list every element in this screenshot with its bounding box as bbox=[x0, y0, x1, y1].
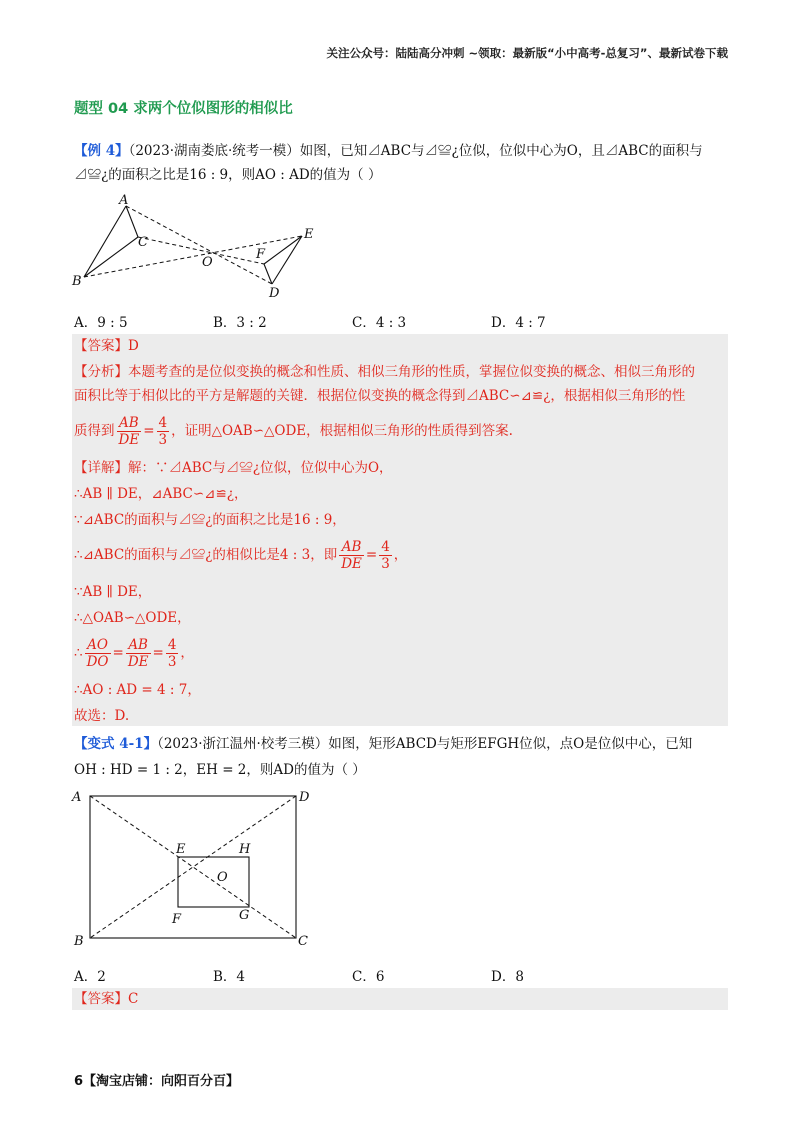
fraction-ab-de-2: $\frac{AB}{DE}$ bbox=[341, 539, 362, 572]
detail-line-1 bbox=[74, 458, 393, 478]
analysis-text-3-post: ，证明△OAB∽△ODE，根据相似三角形的性质得到答案. bbox=[171, 423, 513, 439]
fraction-ab-de: $\frac{AB}{DE}$ bbox=[118, 415, 140, 448]
example-question-text-1: 如图，已知⊿ABC与⊿≌¿位似，位似中心为O，且⊿ABC的面积与 bbox=[299, 143, 703, 159]
edge-ac bbox=[126, 206, 138, 237]
example-question-line-1 bbox=[74, 141, 703, 161]
equals-sign: = bbox=[143, 423, 155, 439]
fraction-ab-de-3: $\frac{AB}{DE}$ bbox=[127, 637, 149, 670]
detail-line-9: 故选：D. bbox=[74, 708, 130, 724]
label-f: F bbox=[256, 247, 266, 262]
label-d2: D bbox=[299, 790, 310, 805]
variant-answer-value: C bbox=[128, 991, 139, 1007]
label-o: O bbox=[202, 255, 213, 270]
label-e: E bbox=[304, 227, 314, 242]
analysis-text-3-pre: 质得到 bbox=[74, 423, 115, 439]
option-c[interactable]: C．4 : 3 bbox=[352, 315, 407, 331]
variant-option-c[interactable]: C．6 bbox=[352, 969, 385, 985]
figure-triangles bbox=[66, 192, 328, 302]
example-source: （2023·湖南娄底·统考一模） bbox=[128, 143, 300, 159]
detail-line-3: ∵⊿ABC的面积与⊿≌¿的面积之比是16 : 9， bbox=[74, 512, 346, 528]
detail-line-6: ∴△OAB∽△ODE， bbox=[74, 610, 191, 626]
variant-option-a[interactable]: A．2 bbox=[74, 969, 106, 985]
edge-bc bbox=[84, 237, 138, 277]
label-d: D bbox=[269, 286, 280, 301]
label-e2: E bbox=[176, 842, 186, 857]
detail-text-1: 解：∵⊿ABC与⊿≌¿位似，位似中心为O， bbox=[128, 460, 393, 476]
equals-sign-3: = bbox=[112, 645, 124, 661]
detail-line-2: ∴AB ∥ DE，⊿ABC∽⊿≌¿， bbox=[74, 486, 248, 502]
edge-ef bbox=[264, 236, 302, 264]
label-b2: B bbox=[74, 934, 84, 949]
detail-tag: 【详解】 bbox=[74, 460, 128, 476]
label-a: A bbox=[119, 193, 129, 208]
detail-text-4-post: ， bbox=[393, 547, 408, 563]
detail-text-4-pre: ∴⊿ABC的面积与⊿≌¿的相似比是4 : 3，即 bbox=[74, 547, 338, 563]
label-g2: G bbox=[239, 908, 250, 923]
example-tag: 【例 4】 bbox=[74, 143, 129, 159]
detail-line-7 bbox=[74, 636, 194, 670]
detail-text-7-pre: ∴ bbox=[74, 645, 83, 661]
variant-answer-tag: 【答案】 bbox=[74, 991, 128, 1007]
label-f2: F bbox=[172, 912, 182, 927]
dashed-be bbox=[84, 236, 302, 277]
analysis-text-1: 本题考查的是位似变换的概念和性质、相似三角形的性质，掌握位似变换的概念、相似三角形的 bbox=[128, 364, 695, 380]
analysis-line-1 bbox=[74, 362, 695, 382]
detail-line-8: ∴AO : AD = 4 : 7， bbox=[74, 682, 201, 698]
label-c: C bbox=[138, 235, 148, 250]
option-a[interactable]: A．9 : 5 bbox=[74, 315, 128, 331]
variant-option-b[interactable]: B．4 bbox=[213, 969, 246, 985]
variant-answer-line bbox=[74, 989, 138, 1009]
analysis-tag: 【分析】 bbox=[74, 364, 128, 380]
detail-text-7-post: ， bbox=[180, 645, 194, 661]
variant-question-text-1: 如图，矩形ABCD与矩形EFGH位似，点O是位似中心，已知 bbox=[328, 736, 693, 752]
variant-option-d[interactable]: D．8 bbox=[491, 969, 524, 985]
section-title: 题型 04 求两个位似图形的相似比 bbox=[74, 101, 293, 117]
label-a2: A bbox=[72, 790, 82, 805]
option-d[interactable]: D．4 : 7 bbox=[491, 315, 546, 331]
analysis-line-2: 面积比等于相似比的平方是解题的关键．根据位似变换的概念得到⊿ABC∽⊿≌¿，根据相似三角形的性 bbox=[74, 388, 686, 404]
figure-rectangles bbox=[66, 785, 326, 950]
edge-ab bbox=[84, 206, 126, 277]
fraction-ao-do: $\frac{AO}{DO}$ bbox=[86, 637, 109, 670]
label-h2: H bbox=[239, 842, 251, 857]
answer-line bbox=[74, 336, 139, 356]
equals-sign-4: = bbox=[152, 645, 164, 661]
label-c2: C bbox=[298, 934, 308, 949]
fraction-4-3-3: $\frac{4}{3}$ bbox=[167, 637, 177, 670]
label-b: B bbox=[72, 274, 82, 289]
variant-answer-block bbox=[72, 988, 728, 1010]
variant-source: （2023·浙江温州·校考三模） bbox=[157, 736, 329, 752]
edge-fd bbox=[264, 264, 272, 284]
equals-sign-2: = bbox=[365, 547, 378, 563]
detail-line-5: ∵AB ∥ DE， bbox=[74, 584, 152, 600]
variant-tag: 【变式 4-1】 bbox=[74, 736, 158, 752]
header-note: 关注公众号：陆陆高分冲刺 ~领取：最新版“小中高考-总复习”、最新试卷下载 bbox=[326, 46, 728, 60]
detail-line-4 bbox=[74, 538, 407, 572]
fraction-4-3-2: $\frac{4}{3}$ bbox=[381, 539, 390, 572]
variant-question-line-2: OH : HD = 1 : 2，EH = 2，则AD的值为（ ） bbox=[74, 762, 366, 778]
edge-ed bbox=[272, 236, 302, 284]
answer-value: D bbox=[128, 338, 139, 354]
analysis-line-3 bbox=[74, 414, 513, 448]
answer-tag: 【答案】 bbox=[74, 338, 128, 354]
fraction-4-3: $\frac{4}{3}$ bbox=[158, 415, 168, 448]
label-o2: O bbox=[217, 870, 228, 885]
footer-shop-note: 6【淘宝店铺：向阳百分百】 bbox=[74, 1074, 240, 1089]
example-question-line-2: ⊿≌¿的面积之比是16 : 9，则AO : AD的值为（ ） bbox=[74, 167, 382, 183]
option-b[interactable]: B．3 : 2 bbox=[213, 315, 267, 331]
dashed-cf bbox=[138, 237, 264, 264]
variant-question-line-1 bbox=[74, 734, 692, 754]
